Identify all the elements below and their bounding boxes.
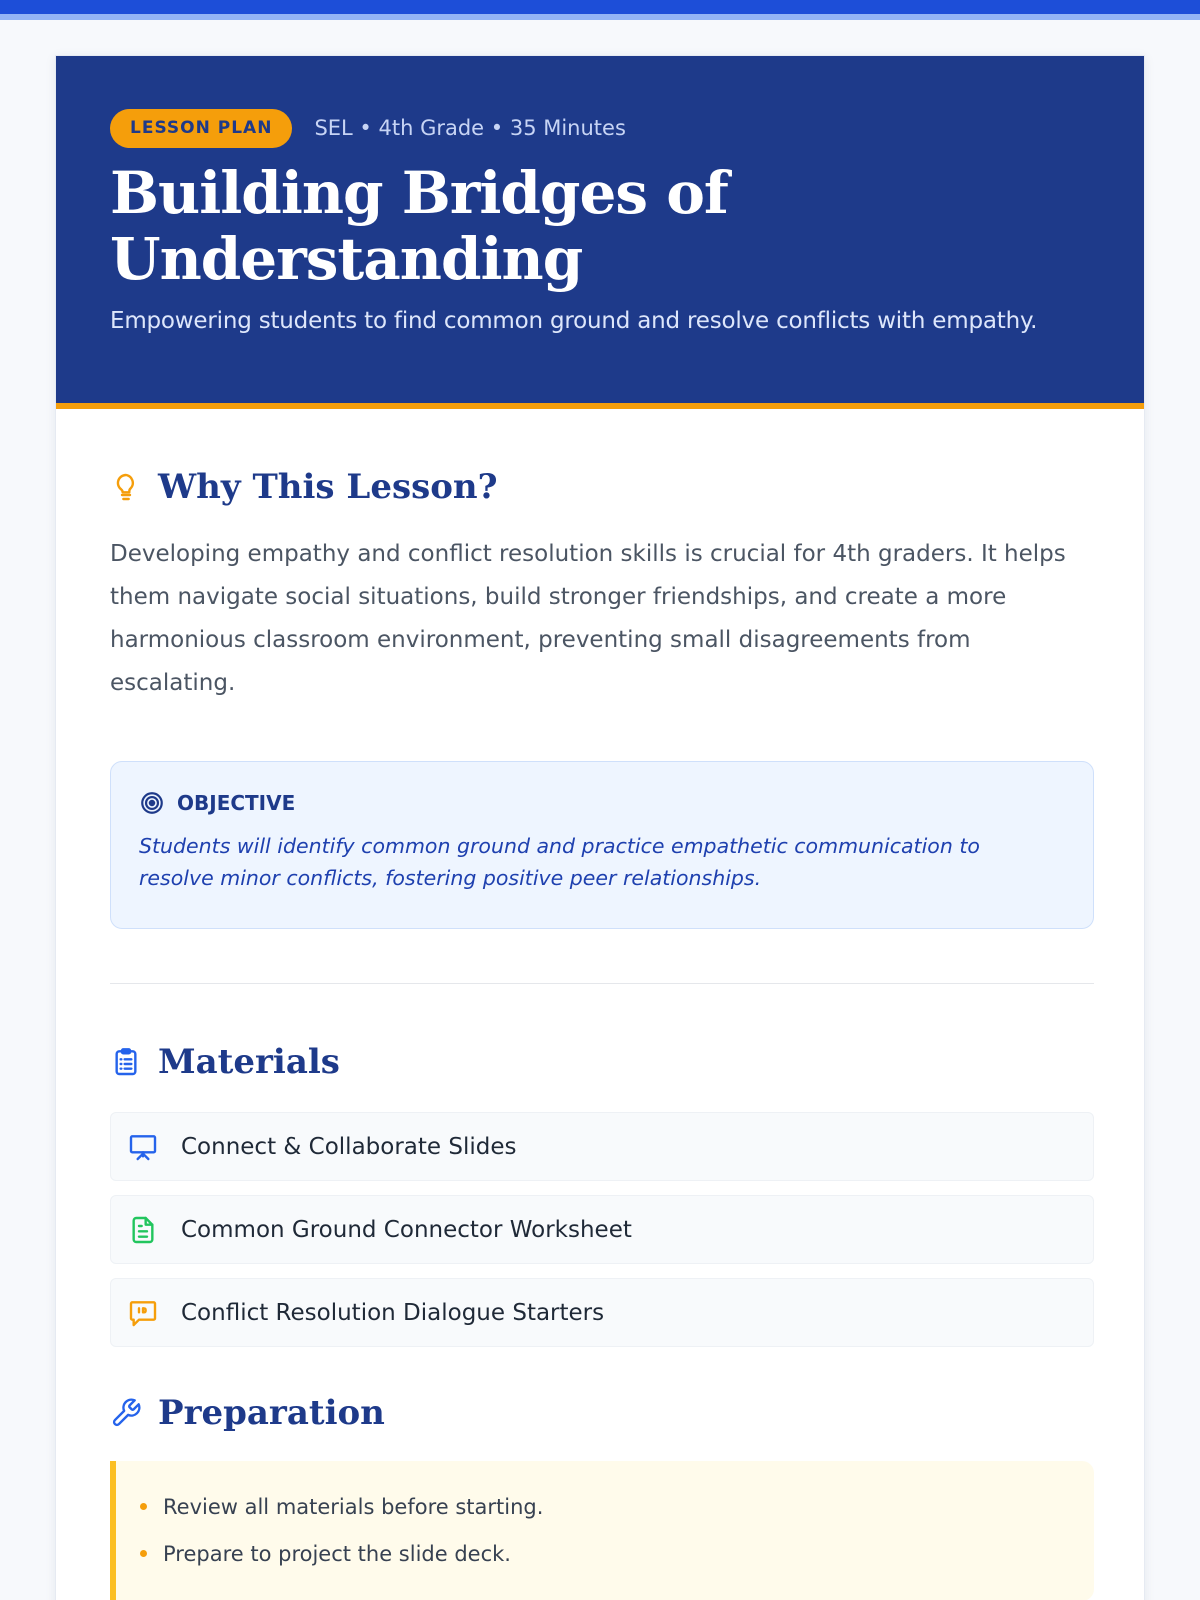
target-icon bbox=[139, 790, 165, 816]
preparation-item bbox=[140, 1483, 1094, 1530]
preparation-heading-text: Preparation bbox=[158, 1393, 385, 1433]
objective-label-text: OBJECTIVE bbox=[177, 791, 296, 815]
lesson-meta-row bbox=[110, 108, 1090, 148]
preparation-item bbox=[140, 1530, 1094, 1577]
lesson-header bbox=[56, 56, 1144, 409]
section-divider bbox=[110, 983, 1094, 984]
material-item-slides[interactable] bbox=[110, 1112, 1094, 1181]
lesson-plan-badge: LESSON PLAN bbox=[110, 109, 292, 148]
presentation-icon bbox=[127, 1131, 159, 1163]
quote-bubble-icon bbox=[127, 1297, 159, 1329]
lesson-meta: SEL • 4th Grade • 35 Minutes bbox=[314, 116, 626, 140]
preparation-heading bbox=[110, 1393, 1090, 1433]
lightbulb-icon bbox=[110, 471, 142, 503]
preparation-box bbox=[110, 1461, 1094, 1600]
preparation-item-text: Review all materials before starting. bbox=[163, 1494, 544, 1519]
material-item-worksheet[interactable] bbox=[110, 1195, 1094, 1264]
lesson-title: Building Bridges of Understanding bbox=[110, 159, 728, 293]
materials-list bbox=[110, 1112, 1090, 1347]
objective-text: Students will identify common ground and practice empathetic communication to resolve minor conflicts, fostering positive peer relationships. bbox=[139, 834, 980, 890]
material-label: Common Ground Connector Worksheet bbox=[181, 1216, 632, 1243]
objective-label bbox=[139, 790, 1065, 816]
lesson-card bbox=[55, 55, 1145, 1600]
top-bar bbox=[0, 0, 1200, 14]
lesson-subtitle: Empowering students to find common ground and resolve conflicts with empathy. bbox=[110, 308, 1038, 334]
bullet-dot bbox=[140, 1550, 147, 1557]
why-heading bbox=[110, 467, 1090, 507]
why-heading-text: Why This Lesson? bbox=[158, 467, 498, 507]
clipboard-icon bbox=[110, 1046, 142, 1078]
bullet-dot bbox=[140, 1503, 147, 1510]
preparation-item-text: Prepare to project the slide deck. bbox=[163, 1541, 511, 1566]
wrench-icon bbox=[110, 1397, 142, 1429]
materials-heading-text: Materials bbox=[158, 1042, 340, 1082]
material-label: Connect & Collaborate Slides bbox=[181, 1133, 517, 1160]
document-icon bbox=[127, 1214, 159, 1246]
lesson-content bbox=[56, 467, 1144, 1600]
material-label: Conflict Resolution Dialogue Starters bbox=[181, 1299, 605, 1326]
why-body: Developing empathy and conflict resolution skills is crucial for 4th graders. It helps them navigate social situations, build stronger friendships, and create a more harmonious classroom environment, preventing small disagreements from escalating. bbox=[110, 541, 1066, 696]
materials-heading bbox=[110, 1042, 1090, 1082]
material-item-dialogue-starters[interactable] bbox=[110, 1278, 1094, 1347]
top-bar-accent bbox=[0, 14, 1200, 20]
objective-box bbox=[110, 761, 1094, 929]
